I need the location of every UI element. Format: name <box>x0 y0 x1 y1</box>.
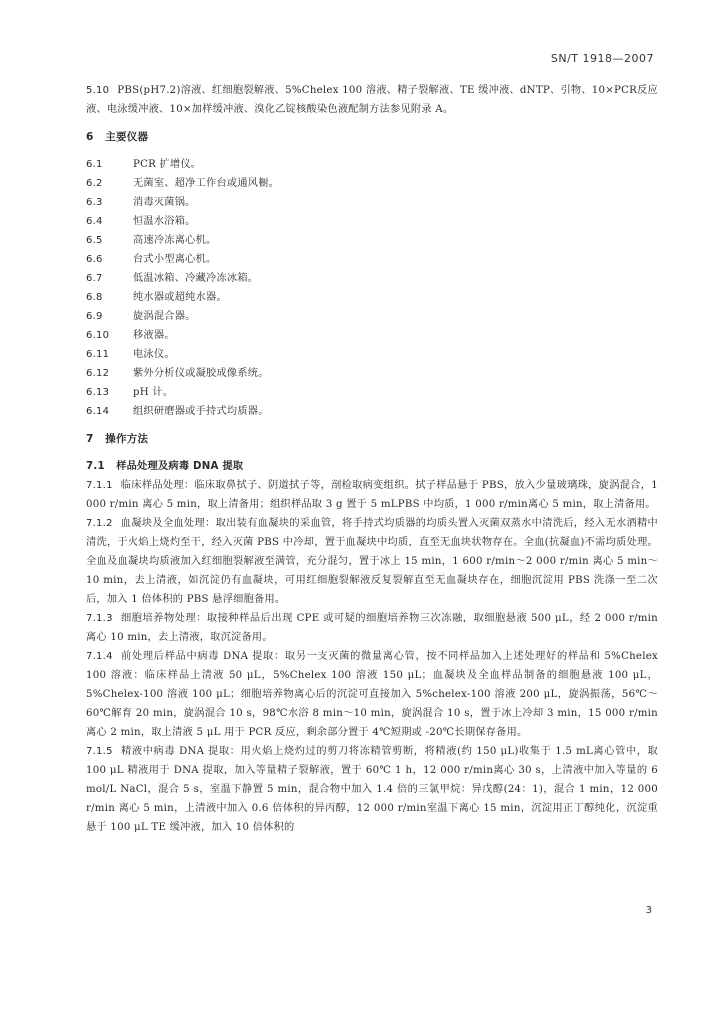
page-number: 3 <box>645 905 652 916</box>
list-item: 6.8 纯水器或超纯水器。 <box>86 292 227 303</box>
clause-5-10 <box>86 81 658 119</box>
clause-7-1-1: 7.1.1 临床样品处理：临床取鼻拭子、阴道拭子等，剖检取病变组织。拭子样品悬于 PBS，放入少量玻璃珠，旋涡混合，1 000 r/min 离心 5 min，取上清备用；组织样品取 3 g 置于 5 mLPBS 中均质，1 000 r/min离心 5 min，取上清备用。 <box>86 480 658 510</box>
instrument-list <box>86 155 658 421</box>
list-item: 6.5 高速冷冻离心机。 <box>86 235 217 246</box>
list-item: 6.3 消毒灭菌锅。 <box>86 197 196 208</box>
section-number: 6 <box>86 131 94 143</box>
section-title: 主要仪器 <box>105 131 149 143</box>
list-item: 6.10 移液器。 <box>86 330 175 341</box>
section-title: 操作方法 <box>105 433 149 445</box>
clause-number: 5.10 <box>86 85 110 96</box>
clause-7-1-3: 7.1.3 细胞培养物处理：取接种样品后出现 CPE 或可疑的细胞培养物三次冻融，取细胞悬液 500 μL，经 2 000 r/min 离心 10 min，去上清液，取沉淀备用。 <box>86 613 658 643</box>
standard-code: SN/T 1918—2007 <box>550 52 654 65</box>
section-6-heading <box>86 128 658 147</box>
section-number: 7 <box>86 433 94 445</box>
subsection-7-1-heading <box>86 457 658 476</box>
clause-7-1-2: 7.1.2 血凝块及全血处理：取出装有血凝块的采血管，将手持式均质器的均质头置入灭菌双蒸水中清洗后，经入无水酒精中清洗，于火焰上烧灼至干，经入灭菌 PBS 中冷却，置于血凝块中均质，直至无血块状物存在。全血(抗凝血)不需均质处理。全血及血凝块均质液加入红细胞裂解液至满管，充分混匀，置于冰上 15 min，1 600 r/min～2 000 r/min 离心 5 min～10 min，去上清液，如沉淀仍有血凝块，可用红细胞裂解液反复裂解直至无血凝块存在，细胞沉淀用 PBS 洗涤一至二次后，加入 1 倍体积的 PBS 悬浮细胞备用。 <box>86 518 658 605</box>
subsection-title: 样品处理及病毒 DNA 提取 <box>116 461 244 472</box>
list-item: 6.6 台式小型离心机。 <box>86 254 217 265</box>
list-item: 6.7 低温冰箱、冷藏冷冻冰箱。 <box>86 273 259 284</box>
clause-text: PBS(pH7.2)溶液、红细胞裂解液、5%Chelex 100 溶液、精子裂解液、TE 缓冲液、dNTP、引物、10×PCR反应液、电泳缓冲液、10×加样缓冲液、溴化乙锭核酸染色液配制方法参见附录 A。 <box>86 85 658 115</box>
list-item: 6.9 旋涡混合器。 <box>86 311 196 322</box>
list-item: 6.12 紫外分析仪或凝胶成像系统。 <box>86 368 269 379</box>
clause-7-1-4: 7.1.4 前处理后样品中病毒 DNA 提取：取另一支灭菌的微量离心管，按不同样品加入上述处理好的样品和 5%Chelex 100 溶液：临床样品上清液 50 μL，5%Chelex 100 溶液 150 μL；血凝块及全血样品制备的细胞悬液 100 μL，5%Chelex-100 溶液 100 μL；细胞培养物离心后的沉淀可直接加入 5%chelex-100 溶液 200 μL，旋涡振荡，56℃～60℃解育 20 min，旋涡混合 10 s，98℃水浴 8 min～10 min，旋涡混合 10 s，置于冰上冷却 3 min，15 000 r/min 离心 2 min，取上清液 5 μL 用于 PCR 反应，剩余部分置于 4℃短期或 -20℃长期保存备用。 <box>86 651 658 738</box>
list-item: 6.13 pH 计。 <box>86 387 174 398</box>
list-item: 6.4 恒温水浴箱。 <box>86 216 196 227</box>
list-item: 6.14 组织研磨器或手持式均质器。 <box>86 406 269 417</box>
subsection-number: 7.1 <box>86 461 105 472</box>
list-item: 6.1 PCR 扩增仪。 <box>86 159 202 170</box>
list-item: 6.2 无菌室、超净工作台或通风橱。 <box>86 178 280 189</box>
list-item: 6.11 电泳仪。 <box>86 349 175 360</box>
clause-7-1-5: 7.1.5 精液中病毒 DNA 提取：用火焰上烧灼过的剪刀将冻精管剪断，将精液(约 150 μL)收集于 1.5 mL离心管中，取 100 μL 精液用于 DNA 提取，加入等量精子裂解液，置于 60℃ 1 h，12 000 r/min离心 30 s，上清液中加入等量的 6 mol/L NaCl，混合 5 s，室温下静置 5 min，混合物中加入 1.4 倍的三氯甲烷：异戊醇(24：1)，混合 1 min，12 000 r/min 离心 5 min，上清液中加入 0.6 倍体积的异丙醇，12 000 r/min室温下离心 15 min，沉淀用正丁醇纯化，沉淀重悬于 100 μL TE 缓冲液，加入 10 倍体积的 <box>86 746 658 833</box>
page-content <box>86 81 658 837</box>
section-7-heading <box>86 430 658 449</box>
